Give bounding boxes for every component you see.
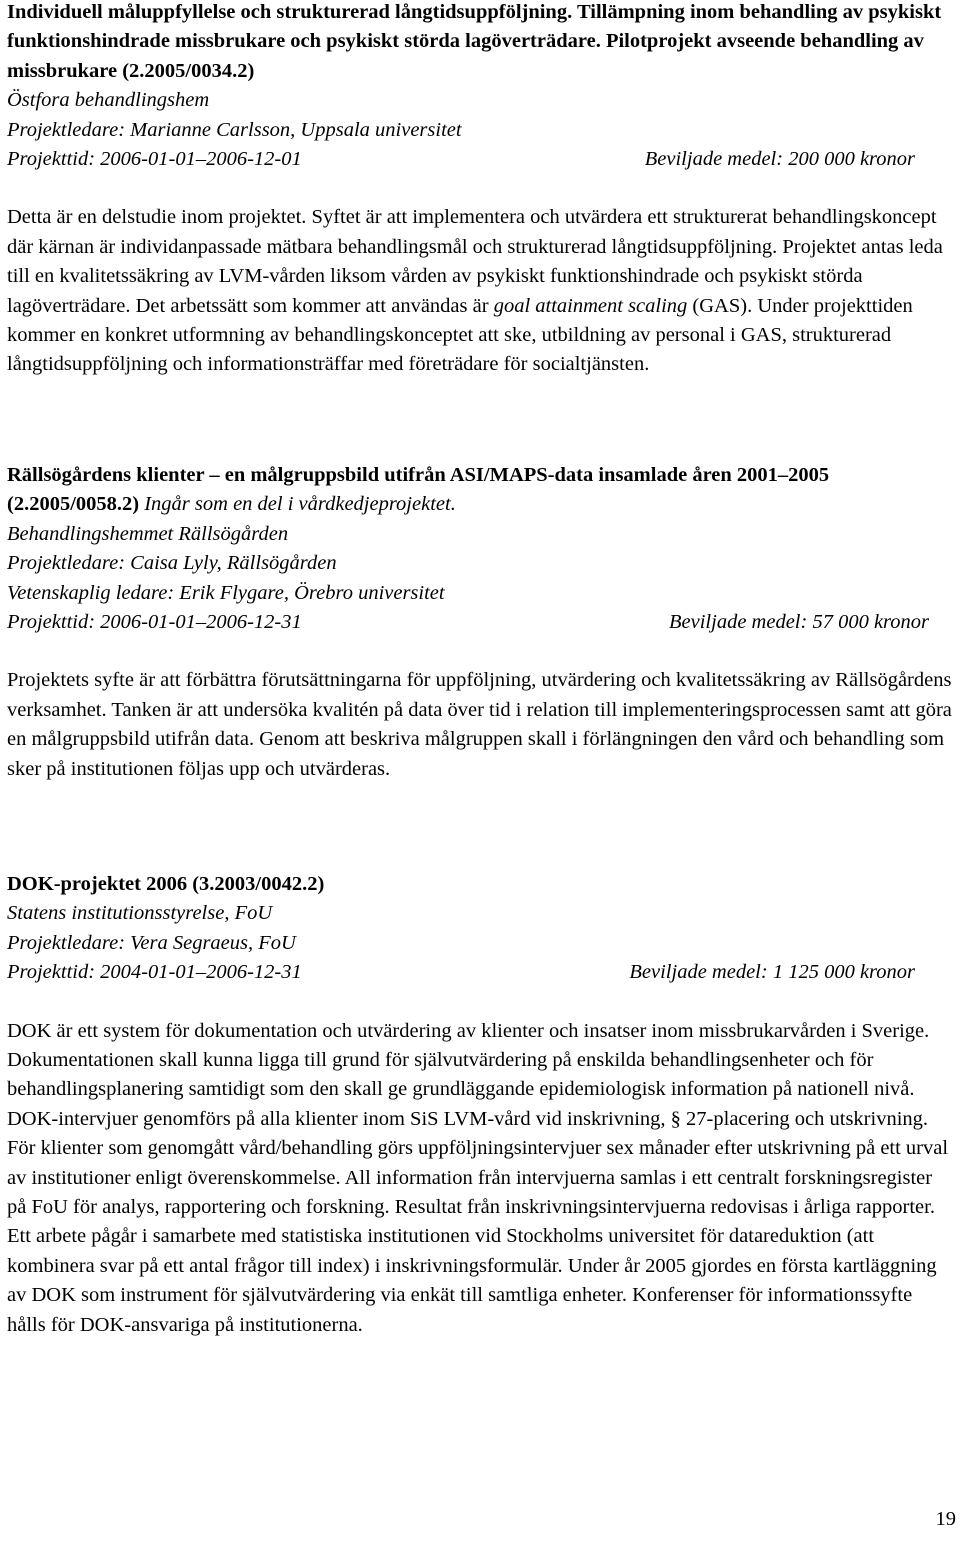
project-section-2 <box>7 461 955 784</box>
project-title-text: Rällsögårdens klienter – en målgruppsbild utifrån ASI/MAPS-data insamlade åren 2001–2005 (2.2005/0058.2) <box>7 464 830 516</box>
description-term: goal attainment scaling <box>493 294 688 317</box>
project-meta-row <box>7 608 955 637</box>
project-leader: Projektledare: Marianne Carlsson, Uppsala universitet <box>7 118 462 141</box>
project-organization: Behandlingshemmet Rällsögården <box>7 522 289 545</box>
project-title-note: Ingår som en del i vårdkedjeprojektet. <box>144 493 456 516</box>
project-description: DOK är ett system för dokumentation och utvärdering av klienter och insatser inom missbrukarvården i Sverige. Dokumentationen skall kunna ligga till grund för självutvärdering på enskilda behandlingsenheter och för behandlingsplanering samtidigt som den skall ge grundläggande epidemiologisk information på nationell nivå. DOK-intervjuer genomförs på alla klienter inom SiS LVM-vård vid inskrivning, § 27-placering och utskrivning. För klienter som genomgått vård/behandling görs uppföljningsintervjuer sex månader efter utskrivning på ett urval av institutioner enligt överenskommelse. All information från intervjuerna samlas i ett centralt forskningsregister på FoU för analys, rapportering och forskning. Resultat från inskrivningsintervjuerna redovisas i årliga rapporter. Ett arbete pågår i samarbete med statistiska institutionen vid Stockholms universitet för datareduktion (att kombinera svar på ett antal frågor till index) i inskrivningsformulär. Under år 2005 gjordes en första kartläggning av DOK som instrument för självutvärdering via enkät till samtliga enheter. Konferenser för informationssyfte hålls för DOK-ansvariga på institutionerna. <box>7 1019 949 1336</box>
description-text: Detta är en delstudie inom projektet. Syftet är att implementera och utvärdera ett strukturerat behandlingskoncept där kärnan är individanpassade mätbara behandlingsmål och strukturerad långtidsuppföljning. Projektet antas leda till en kvalitetssäkring av LVM-vården liksom vården av psykiskt funktionshindrade och psykiskt störda lagöverträdare. Det arbetssätt som kommer att användas är <box>7 206 943 317</box>
project-funding: Beviljade medel: 57 000 kronor <box>669 611 929 634</box>
project-scientific-leader: Vetenskaplig ledare: Erik Flygare, Örebro universitet <box>7 581 445 604</box>
project-leader: Projektledare: Caisa Lyly, Rällsögården <box>7 552 337 575</box>
project-period: Projekttid: 2004-01-01–2006-12-31 <box>7 961 302 984</box>
project-funding: Beviljade medel: 1 125 000 kronor <box>629 961 915 984</box>
project-organization: Östfora behandlingshem <box>7 89 210 112</box>
project-description: Projektets syfte är att förbättra förutsättningarna för uppföljning, utvärdering och kvalitetssäkring av Rällsögårdens verksamhet. Tanken är att undersöka kvalitén på data över tid i relation till implementeringsprocessen samt att göra en målgruppsbild utifrån data. Genom att beskriva målgruppen skall i förlängningen den vård och behandling som sker på institutionen följas upp och utvärderas. <box>7 669 952 780</box>
project-title <box>7 461 955 520</box>
project-meta-row <box>7 145 955 174</box>
project-period: Projekttid: 2006-01-01–2006-12-01 <box>7 148 302 171</box>
project-description <box>7 203 955 379</box>
project-organization: Statens institutionsstyrelse, FoU <box>7 902 273 925</box>
description-text: (GAS). Under projekttiden kommer en konkret utformning av behandlingskonceptet att ske, utbildning av personal i GAS, strukturerad långtidsuppföljning och informationsträffar med företrädare för socialtjänsten. <box>7 294 913 376</box>
project-meta-row <box>7 958 955 987</box>
project-period: Projekttid: 2006-01-01–2006-12-31 <box>7 611 302 634</box>
project-section-1 <box>7 0 955 380</box>
page-number: 19 <box>935 1508 956 1530</box>
project-funding: Beviljade medel: 200 000 kronor <box>644 148 915 171</box>
project-section-3 <box>7 870 955 1340</box>
project-title: DOK-projektet 2006 (3.2003/0042.2) <box>7 873 325 895</box>
project-title: Individuell måluppfyllelse och strukturerad långtidsuppföljning. Tillämpning inom behandling av psykiskt funktionshindrade missbrukare och psykiskt störda lagöverträdare. Pilotprojekt avseende behandling av missbrukare (2.2005/0034.2) <box>7 1 942 82</box>
project-leader: Projektledare: Vera Segraeus, FoU <box>7 931 296 954</box>
